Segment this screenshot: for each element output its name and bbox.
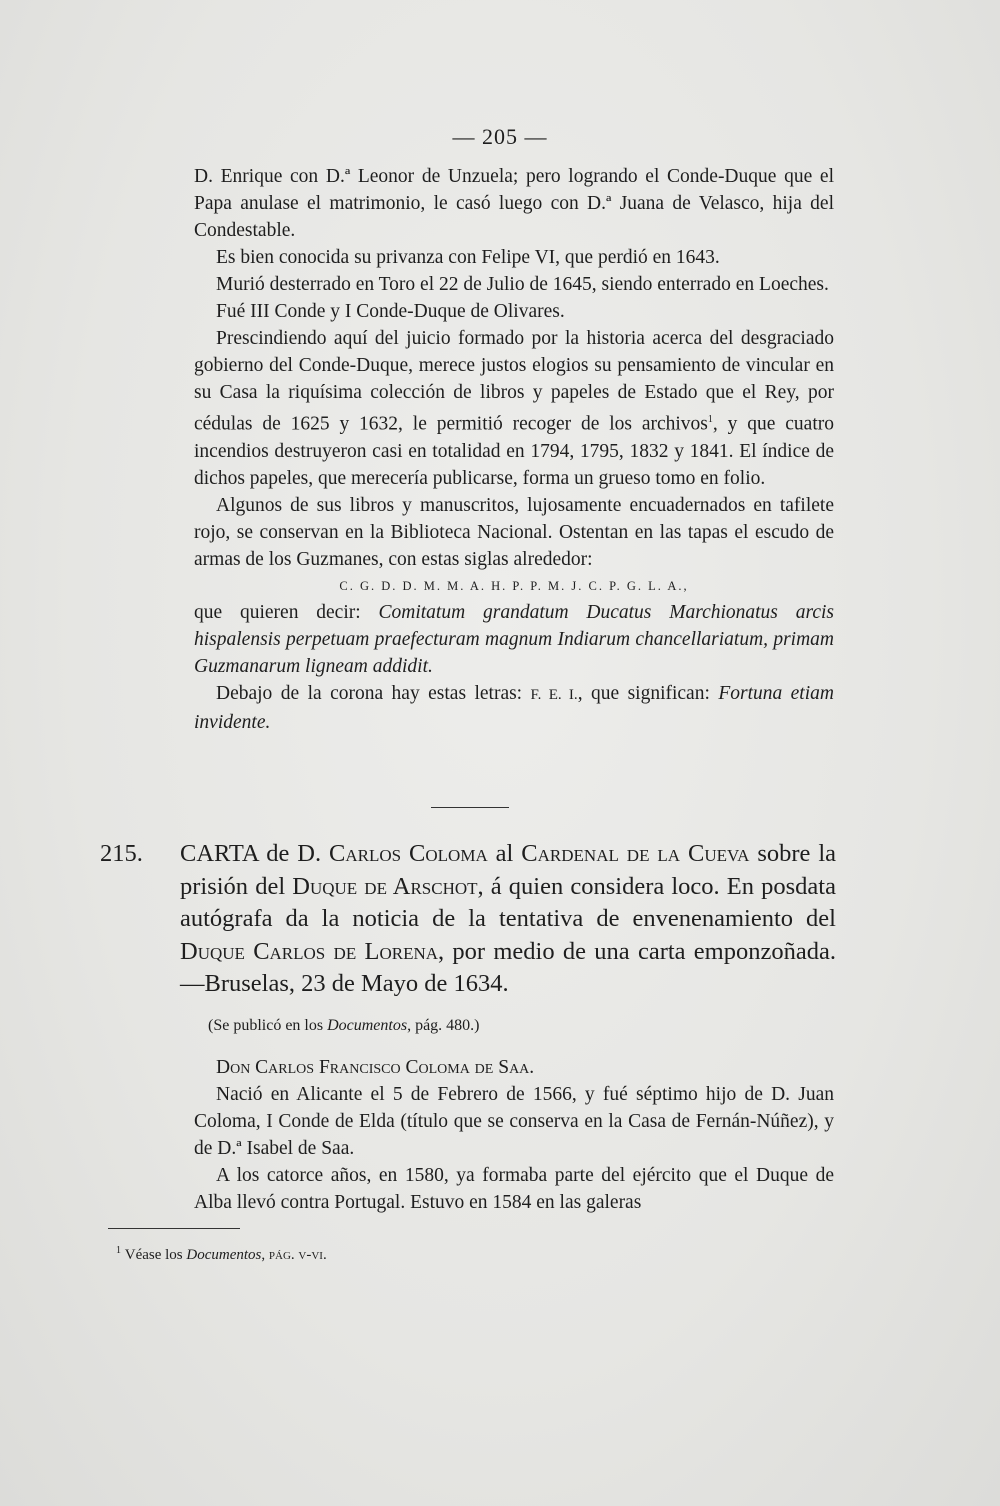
crown-letters: F. E. I. xyxy=(530,686,578,703)
footnote-lead: Véase los xyxy=(124,1247,187,1263)
footnote-title: Documentos xyxy=(186,1247,262,1263)
entry-text-run: , por medio de una carta emponzoñada.—Bruselas, 23 de Mayo de 1634. xyxy=(180,937,836,997)
publication-title: Documentos xyxy=(327,1017,408,1034)
paragraph: Es bien conocida su privanza con Felipe VI, que perdió en 1643. xyxy=(216,247,720,268)
page-number: — 205 — xyxy=(452,124,548,149)
paragraph-meaning xyxy=(194,599,834,680)
latin-meaning: Comitatum grandatum Ducatus Marchionatus arcis hispalensis perpetuam praefecturam magnum Indiarum chancellariatum, primam Guzmanarum ligneam addidit. xyxy=(194,601,834,677)
paragraph-text: , y que cuatro incendios destruyeron casi en totalidad en 1794, 1795, 1832 y 1841. El índice de dichos papeles, que merecería publicarse, forma un grueso tomo en folio. xyxy=(194,413,834,489)
entry-name-smallcaps: Duque de Arschot xyxy=(292,872,478,900)
upper-text-block xyxy=(194,163,834,736)
biography-block xyxy=(194,1054,834,1216)
paragraph: Fué III Conde y I Conde-Duque de Olivares. xyxy=(216,301,565,322)
paragraph: A los catorce años, en 1580, ya formaba parte del ejército que el Duque de Alba llevó contra Portugal. Estuvo en 1584 en las galeras xyxy=(194,1165,834,1213)
entry-description xyxy=(180,838,836,1001)
publication-tail: , pág. 480.) xyxy=(407,1017,480,1034)
publication-note xyxy=(208,1014,808,1038)
crown-mid: , que significan: xyxy=(577,682,719,704)
section-divider xyxy=(431,807,509,808)
meaning-lead: que quieren decir: xyxy=(194,601,379,623)
catalog-entry xyxy=(100,838,836,1001)
initials-sigla: C. G. D. D. M. M. A. H. P. P. M. J. C. P. G. L. A., xyxy=(339,578,689,593)
entry-text-run: , á quien considera loco. En posdata autógrafa da la noticia de la tentativa de envenenamiento del xyxy=(180,872,836,932)
entry-text-run: sobre la prisión del xyxy=(180,840,837,900)
footnote xyxy=(116,1240,716,1266)
entry-name-smallcaps: Cardenal de la Cueva xyxy=(521,840,750,867)
footnote-rule xyxy=(108,1228,240,1229)
bio-name: Don Carlos Francisco Coloma de Saa. xyxy=(216,1057,535,1078)
crown-lead: Debajo de la corona hay estas letras: xyxy=(216,682,531,704)
entry-number: 215. xyxy=(100,840,143,867)
paragraph-prescindiendo xyxy=(194,325,834,492)
crown-latin: Fortuna etiam invidente. xyxy=(194,682,834,733)
footnote-tail: , pág. v-vi. xyxy=(261,1247,327,1263)
entry-name-smallcaps: Duque Carlos de Lorena xyxy=(180,937,439,965)
paragraph-crown xyxy=(194,680,834,736)
paragraph-text: Prescindiendo aquí del juicio formado por la historia acerca del desgraciado gobierno del Conde-Duque, merece justos elogios su pensamiento de vincular en su Casa la riquísima colección de libros y papeles de Estado que el Rey, por cédulas de 1625 y 1632, le permitió recoger de los archivos xyxy=(194,328,834,435)
paragraph: D. Enrique con D.ª Leonor de Unzuela; pero logrando el Conde-Duque que el Papa anulase el matrimonio, le casó luego con D.ª Juana de Velasco, hija del Condestable. xyxy=(194,166,834,241)
footnote-reference: 1 xyxy=(707,414,713,425)
paragraph-algunos: Algunos de sus libros y manuscritos, lujosamente encuadernados en tafilete rojo, se conservan en la Biblioteca Nacional. Ostentan en las tapas el escudo de armas de los Guzmanes, con estas siglas alrededor: xyxy=(194,494,834,570)
footnote-mark: 1 xyxy=(116,1245,121,1256)
entry-name-smallcaps: Carlos Coloma xyxy=(329,840,488,867)
entry-text-run: al xyxy=(487,840,522,867)
publication-lead: (Se publicó en los xyxy=(208,1017,328,1034)
paragraph: Nació en Alicante el 5 de Febrero de 1566, y fué séptimo hijo de D. Juan Coloma, I Conde de Elda (título que se conserva en la Casa de Fernán-Núñez), y de D.ª Isabel de Saa. xyxy=(194,1084,834,1159)
entry-text-run: CARTA de D. xyxy=(180,840,330,867)
paragraph: Murió desterrado en Toro el 22 de Julio de 1645, siendo enterrado en Loeches. xyxy=(216,274,829,295)
